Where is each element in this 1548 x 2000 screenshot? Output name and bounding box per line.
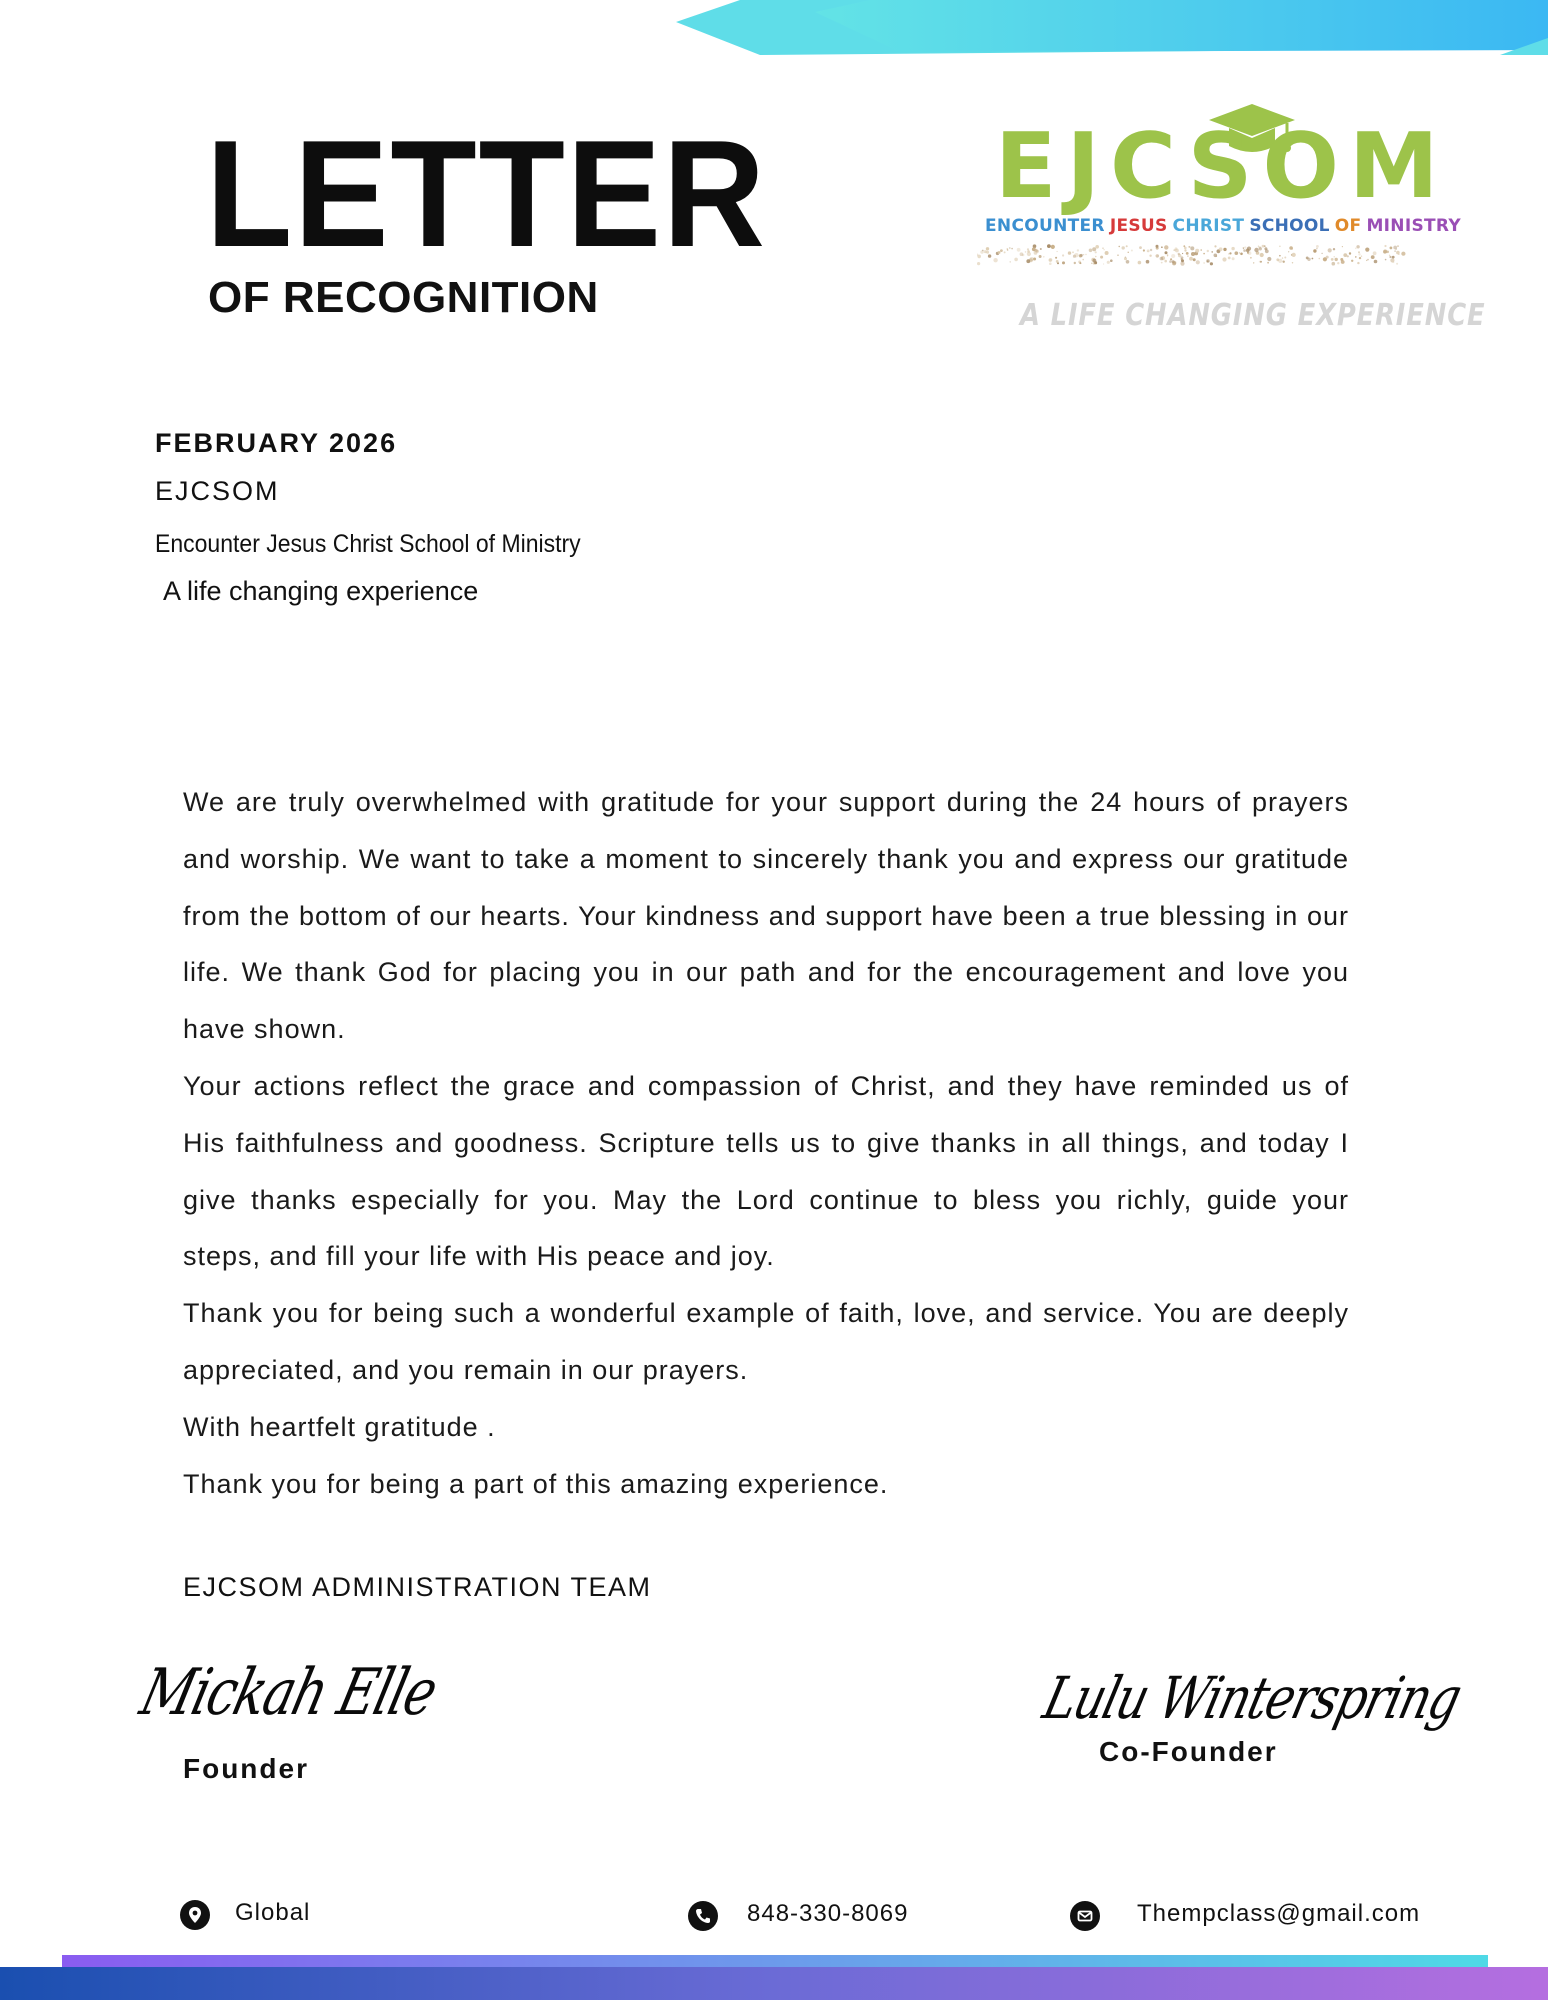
- body-paragraph: Your actions reflect the grace and compassion of Christ, and they have reminded us of His faithfulness and goodness. Scripture tells us to give thanks in all things, and today I give thanks especially for you. May the Lord continue to bless you richly, guide your steps, and fill your life with His peace and joy.: [183, 1070, 1349, 1272]
- bottom-bar-decoration: [0, 1950, 1548, 2000]
- logo-full-name: [985, 216, 1466, 236]
- org-tagline: A life changing experience: [163, 576, 479, 606]
- school-logo: [975, 98, 1486, 348]
- location-pin-icon: [180, 1900, 210, 1930]
- closing-line: With heartfelt gratitude .: [183, 1411, 496, 1442]
- org-full-name: Encounter Jesus Christ School of Ministry: [155, 530, 581, 558]
- glitter-decoration: [977, 240, 1407, 270]
- letter-body: [183, 774, 1349, 1512]
- body-paragraph: Thank you for being such a wonderful example of faith, love, and service. You are deeply appreciated, and you remain in our prayers.: [183, 1298, 1349, 1385]
- team-signoff: EJCSOM ADMINISTRATION TEAM: [183, 1572, 652, 1602]
- logo-word-christ: CHRIST: [1172, 216, 1245, 236]
- cofounder-role: Co-Founder: [1099, 1736, 1278, 1767]
- org-acronym: EJCSOM: [155, 476, 280, 506]
- top-ribbon-decoration: [0, 0, 1548, 60]
- cofounder-signature-name: Lulu Winterspring: [1037, 1664, 1468, 1732]
- logo-wordmark: EJCSOM: [995, 114, 1449, 219]
- founder-signature-name: Mickah Elle: [133, 1656, 444, 1730]
- closing-line: Thank you for being a part of this amazing experience.: [183, 1468, 889, 1499]
- logo-word-jesus: JESUS: [1109, 216, 1168, 236]
- logo-word-school: SCHOOL: [1249, 216, 1330, 236]
- logo-tagline: A LIFE CHANGING EXPERIENCE: [1020, 298, 1486, 333]
- email-icon: [1070, 1901, 1100, 1931]
- letter-subtitle: OF RECOGNITION: [208, 273, 599, 322]
- contact-location: Global: [235, 1899, 311, 1926]
- founder-role: Founder: [183, 1753, 309, 1784]
- logo-word-encounter: ENCOUNTER: [985, 216, 1105, 236]
- contact-phone: 848-330-8069: [747, 1900, 909, 1927]
- phone-icon: [688, 1901, 718, 1931]
- body-paragraph: We are truly overwhelmed with gratitude for your support during the 24 hours of prayers and worship. We want to take a moment to sincerely thank you and express our gratitude from the bottom of our hearts. Your kindness and support have been a true blessing in our life. We thank God for placing you in our path and for the encouragement and love you have shown.: [183, 787, 1349, 1045]
- letter-title: LETTER: [206, 109, 767, 279]
- logo-word-ministry: MINISTRY: [1366, 216, 1461, 236]
- letter-date: FEBRUARY 2026: [155, 428, 398, 458]
- contact-email: Thempclass@gmail.com: [1137, 1900, 1421, 1927]
- logo-word-of: OF: [1334, 216, 1362, 236]
- founder-signature: [133, 1640, 448, 1770]
